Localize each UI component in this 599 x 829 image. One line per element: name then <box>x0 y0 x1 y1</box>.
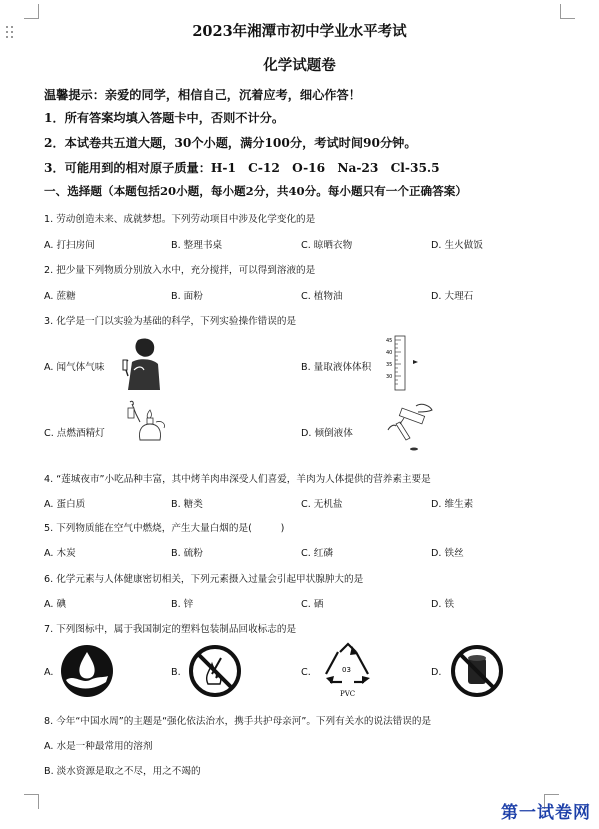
pouring-liquid-figure <box>386 400 438 452</box>
note-2: 2．本试卷共五道大题，30个小题，满分100分，考试时间90分钟。 <box>44 136 417 150</box>
alcohol-lamp-figure <box>118 400 174 444</box>
option-3b: B. 量取液体体积 <box>301 362 372 373</box>
option-1b: B. 整理书桌 <box>171 240 223 251</box>
option-2a: A. 蔗糖 <box>44 291 76 302</box>
option-5b: B. 硫粉 <box>171 548 203 559</box>
question-7: 7. 下列图标中，属于我国制定的塑料包装制品回收标志的是 <box>44 624 297 635</box>
tip-text: 温馨提示：亲爱的同学，相信自己，沉着应考，细心作答！ <box>44 88 361 102</box>
section-heading: 一、选择题（本题包括20小题，每小题2分，共40分。每小题只有一个正确答案） <box>44 184 467 198</box>
no-barrel-icon <box>450 644 504 698</box>
option-1a: A. 打扫房间 <box>44 240 95 251</box>
watermark: 第一试卷网 <box>501 803 591 823</box>
smelling-gas-figure <box>120 336 168 390</box>
option-2d: D. 大理石 <box>431 291 474 302</box>
note-1: 1．所有答案均填入答题卡中，否则不计分。 <box>44 111 285 125</box>
option-4a: A. 蛋白质 <box>44 499 86 510</box>
cylinder-tick-45: 45 <box>386 338 393 344</box>
question-8: 8. 今年“中国水周”的主题是“强化依法治水，携手共护母亲河”。下列有关水的说法错误的是 <box>44 716 432 727</box>
option-3d: D. 倾倒液体 <box>301 428 353 439</box>
option-1c: C. 晾晒衣物 <box>301 240 353 251</box>
note-3: 3．可能用到的相对原子质量：H-1 C-12 O-16 Na-23 Cl-35.5 <box>44 161 440 175</box>
question-2: 2. 把少量下列物质分别放入水中，充分搅拌，可以得到溶液的是 <box>44 265 316 276</box>
option-6d: D. 铁 <box>431 599 455 610</box>
option-8a: A. 水是一种最常用的溶剂 <box>44 741 153 752</box>
cylinder-tick-35: 35 <box>386 362 393 368</box>
water-saving-icon <box>60 644 114 698</box>
option-6c: C. 硒 <box>301 599 324 610</box>
graduated-cylinder-figure <box>383 334 423 392</box>
corner-mark <box>24 4 39 19</box>
question-1: 1. 劳动创造未来、成就梦想。下列劳动项目中涉及化学变化的是 <box>44 214 316 225</box>
option-1d: D. 生火做饭 <box>431 240 483 251</box>
option-6b: B. 锌 <box>171 599 194 610</box>
option-3c: C. 点燃酒精灯 <box>44 428 105 439</box>
option-5c: C. 红磷 <box>301 548 333 559</box>
recycle-icon <box>318 640 378 700</box>
option-6a: A. 碘 <box>44 599 67 610</box>
option-2b: B. 面粉 <box>171 291 203 302</box>
question-4: 4. “莲城夜市”小吃品种丰富，其中烤羊肉串深受人们喜爱，羊肉为人体提供的营养素主要是 <box>44 474 431 485</box>
corner-mark <box>24 794 39 809</box>
question-6: 6. 化学元素与人体健康密切相关，下列元素摄入过量会引起甲状腺肿大的是 <box>44 574 364 585</box>
corner-mark <box>560 4 575 19</box>
page-title: 2023年湘潭市初中学业水平考试 <box>192 23 407 40</box>
option-7b: B. <box>171 667 181 678</box>
recycle-code: PVC <box>340 690 356 698</box>
option-2c: C. 植物油 <box>301 291 343 302</box>
cylinder-tick-30: 30 <box>386 374 393 380</box>
option-5d: D. 铁丝 <box>431 548 464 559</box>
option-4b: B. 糖类 <box>171 499 203 510</box>
question-5: 5. 下列物质能在空气中燃烧，产生大量白烟的是( ) <box>44 523 285 534</box>
option-4d: D. 维生素 <box>431 499 474 510</box>
question-3: 3. 化学是一门以实验为基础的科学，下列实验操作错误的是 <box>44 316 297 327</box>
recycle-number: 03 <box>342 666 351 674</box>
page-subtitle: 化学试题卷 <box>263 57 336 74</box>
option-5a: A. 木炭 <box>44 548 76 559</box>
option-7c: C. <box>301 667 311 678</box>
option-4c: C. 无机盐 <box>301 499 343 510</box>
option-7d: D. <box>431 667 442 678</box>
cylinder-tick-40: 40 <box>386 350 393 356</box>
no-fire-icon <box>188 644 242 698</box>
option-8b: B. 淡水资源是取之不尽，用之不竭的 <box>44 766 201 777</box>
option-7a: A. <box>44 667 54 678</box>
option-3a: A. 闻气体气味 <box>44 362 105 373</box>
